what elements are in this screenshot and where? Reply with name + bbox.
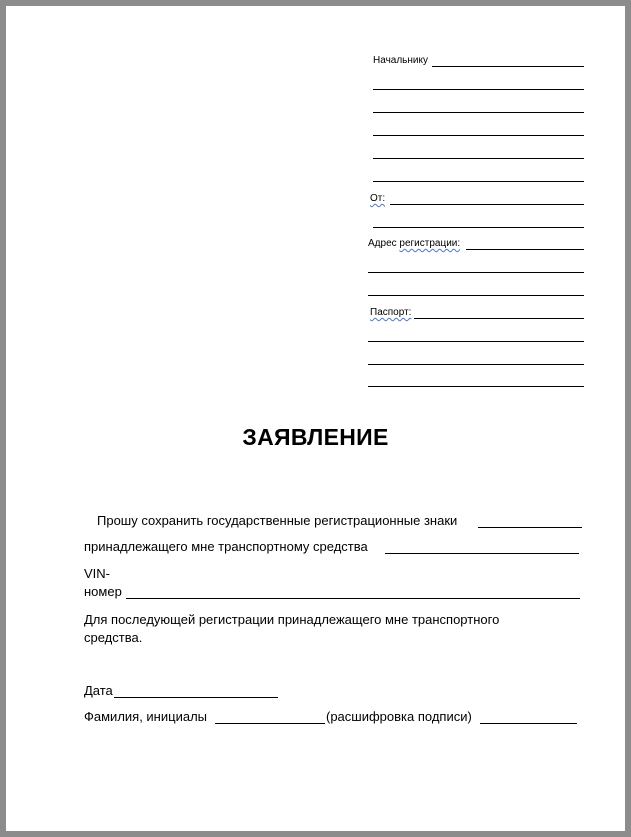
blank-line — [373, 227, 584, 228]
vehicle-field-line — [385, 553, 579, 554]
plates-field-line — [478, 527, 582, 528]
to-label: Начальнику — [373, 55, 428, 66]
vin-label-part1: VIN- — [84, 566, 110, 581]
vin-field-line — [126, 598, 580, 599]
blank-line — [373, 89, 584, 90]
passport-field-line — [414, 318, 584, 319]
blank-line — [368, 364, 584, 365]
address-label-word: регистрации: — [399, 238, 461, 249]
vin-label-part2: номер — [84, 584, 122, 599]
decode-field-line — [480, 723, 577, 724]
decode-label: (расшифровка подписи) — [326, 709, 472, 724]
address-label: Адрес регистрации: — [368, 238, 461, 249]
blank-line — [373, 158, 584, 159]
blank-line — [373, 181, 584, 182]
purpose-paragraph: Для последующей регистрации принадлежащего мне транспортного средства. — [84, 612, 500, 645]
from-field-line — [390, 204, 584, 205]
blank-line — [368, 295, 584, 296]
request-line-1: Прошу сохранить государственные регистрационные знаки — [97, 513, 458, 528]
blank-line — [373, 112, 584, 113]
request-line-2: принадлежащего мне транспортному средства — [84, 539, 368, 554]
address-field-line — [466, 249, 584, 250]
to-field-line — [432, 66, 584, 67]
passport-label: Паспорт: — [370, 307, 412, 318]
document-title: ЗАЯВЛЕНИЕ — [242, 424, 389, 450]
signature-field-line — [215, 723, 325, 724]
blank-line — [368, 341, 584, 342]
from-label: От: — [370, 193, 386, 204]
blank-line — [368, 386, 584, 387]
blank-line — [368, 272, 584, 273]
date-field-line — [114, 697, 278, 698]
date-label: Дата — [84, 683, 113, 698]
blank-line — [373, 135, 584, 136]
name-label: Фамилия, инициалы — [84, 709, 207, 724]
